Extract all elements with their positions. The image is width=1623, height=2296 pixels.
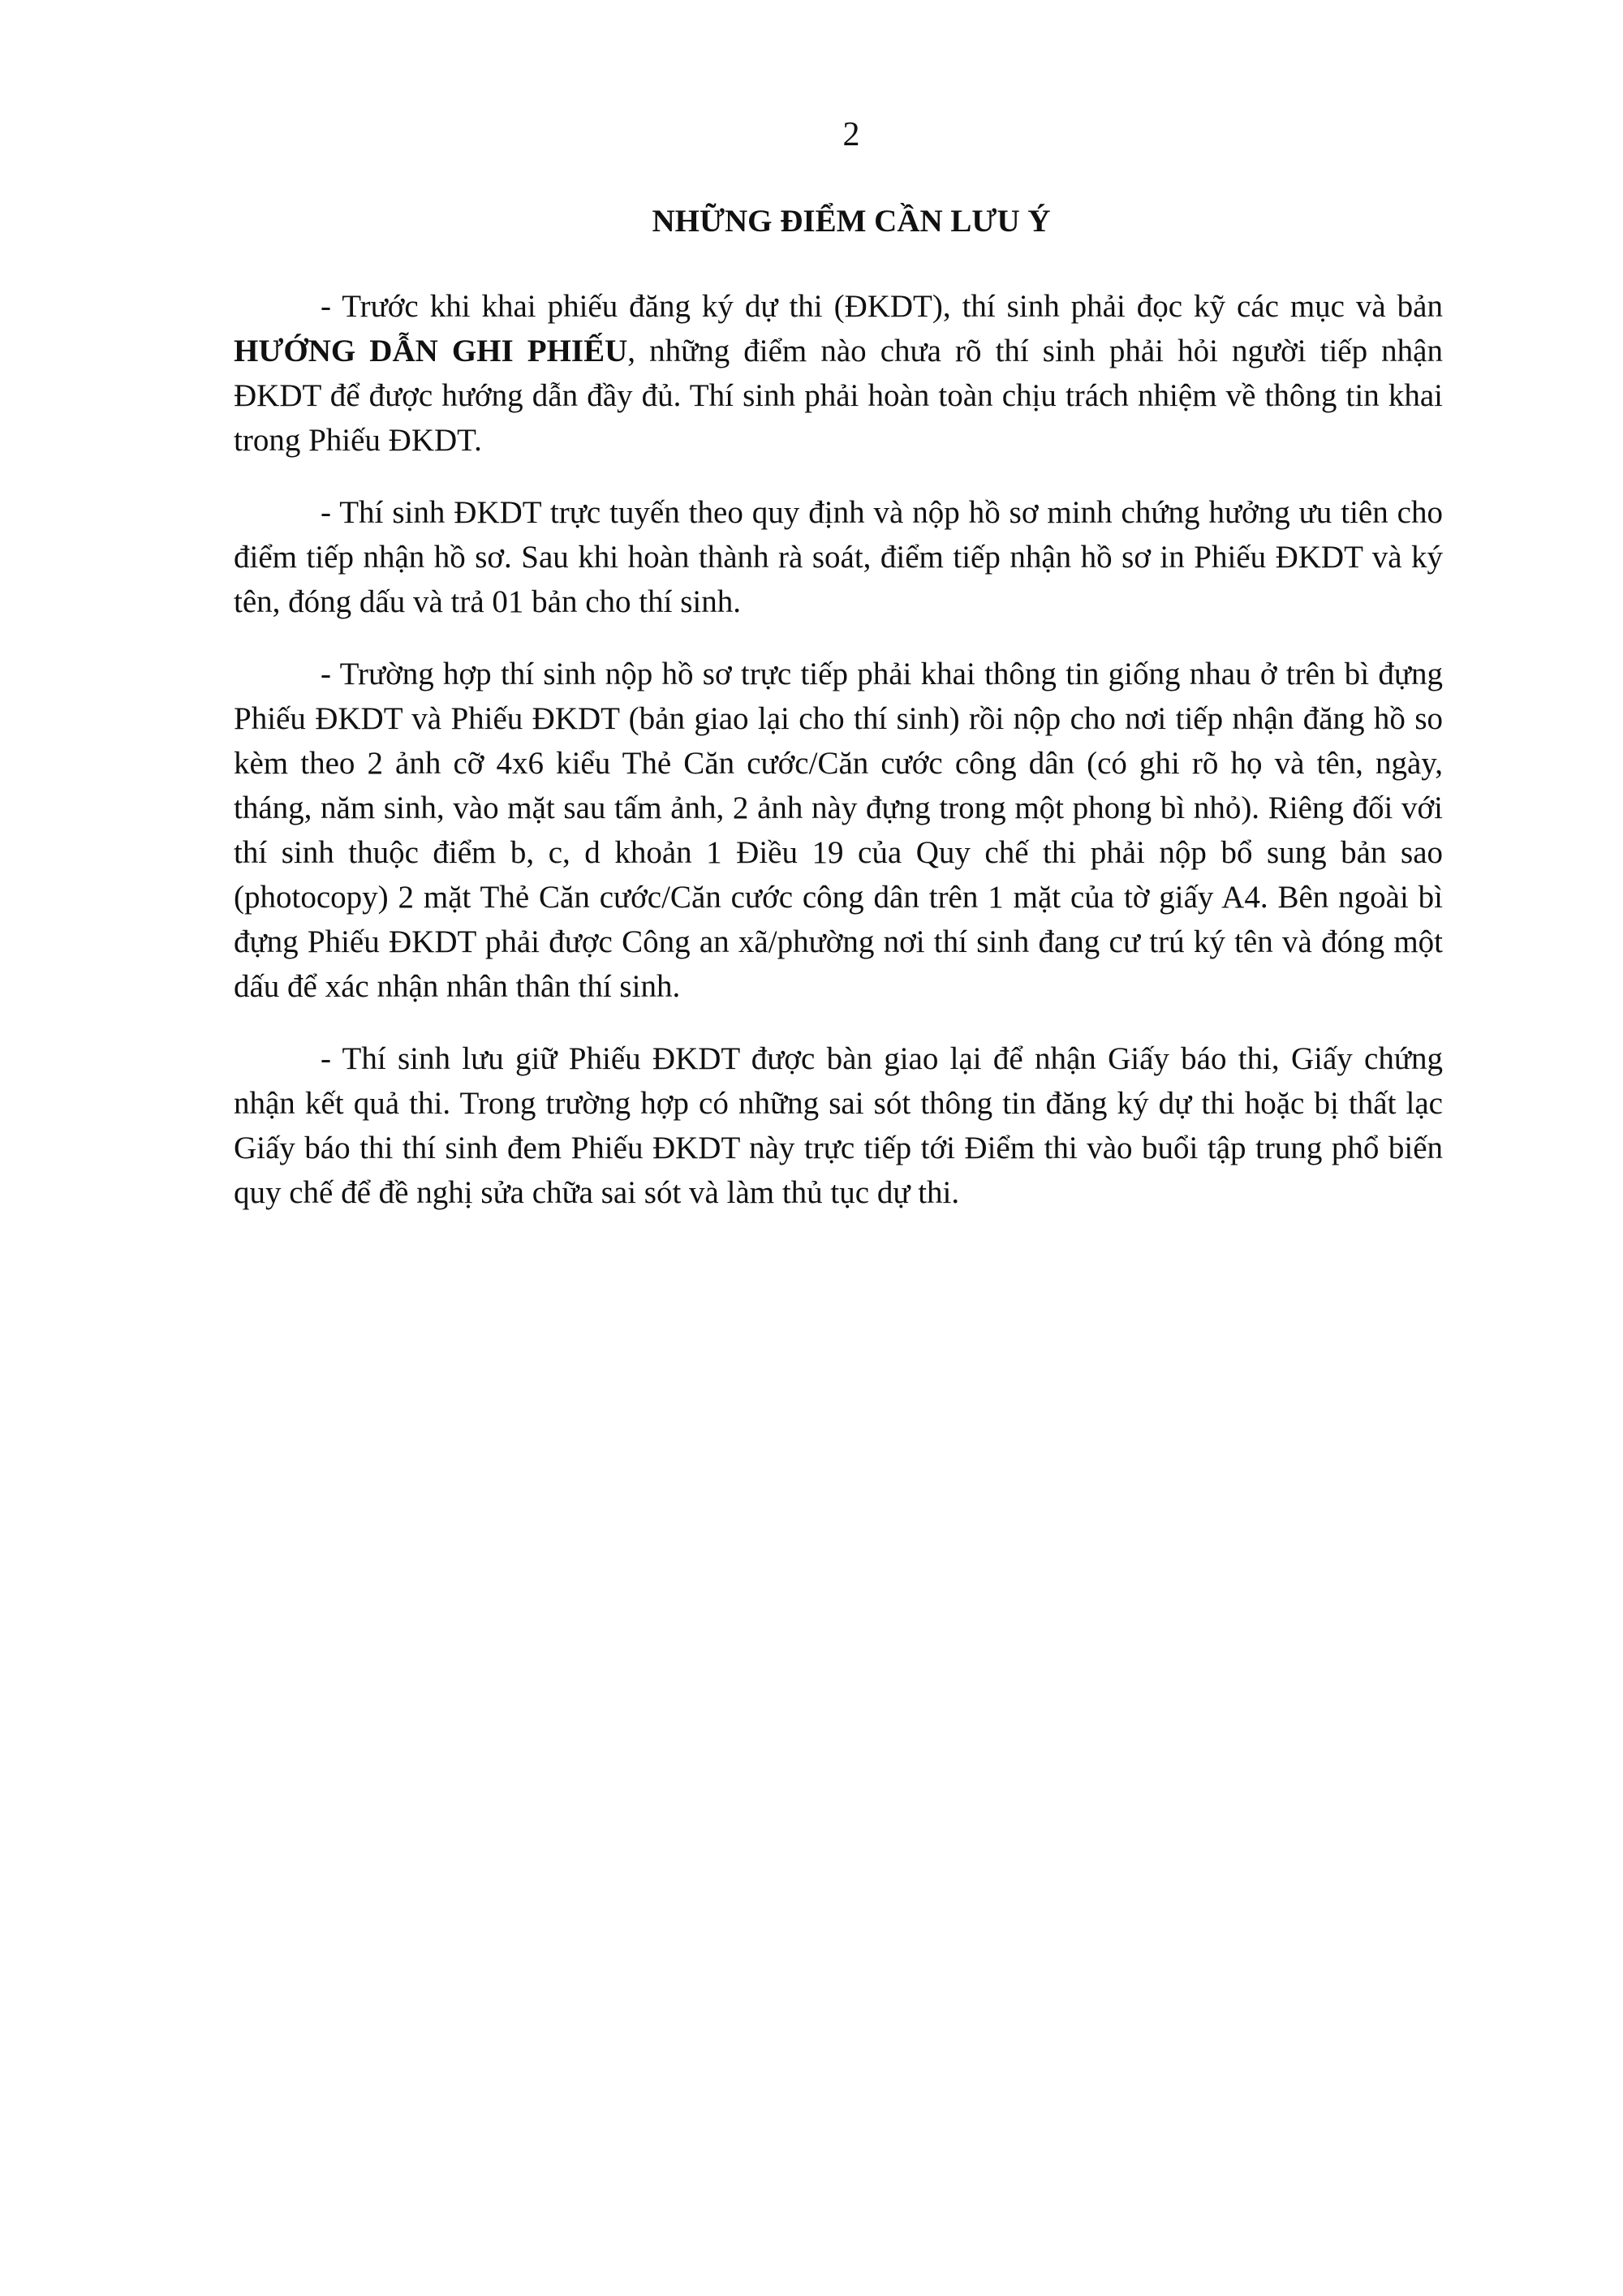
page-number: 2 xyxy=(842,116,860,153)
note-paragraph-1-highlight: HƯỚNG DẪN GHI PHIẾU xyxy=(234,334,628,368)
note-paragraph-3: - Trường hợp thí sinh nộp hồ sơ trực tiếp phải khai thông tin giống nhau ở trên bì đựng Phiếu ĐKDT và Phiếu ĐKDT (bản giao lại cho thí sinh) rồi nộp cho nơi tiếp nhận đăng hồ so kèm theo 2 ảnh cỡ 4x6 kiểu Thẻ Căn cước/Căn cước công dân (có ghi rõ họ và tên, ngày, tháng, năm sinh, vào mặt sau tấm ảnh, 2 ảnh này đựng trong một phong bì nhỏ). Riêng đối với thí sinh thuộc điểm b, c, d khoản 1 Điều 19 của Quy chế thi phải nộp bổ sung bản sao (photocopy) 2 mặt Thẻ Căn cước/Căn cước công dân trên 1 mặt của tờ giấy A4. Bên ngoài bì đựng Phiếu ĐKDT phải được Công an xã/phường nơi thí sinh đang cư trú ký tên và đóng một dấu để xác nhận nhân thân thí sinh. xyxy=(234,657,1443,1004)
note-paragraph-2: - Thí sinh ĐKDT trực tuyến theo quy định và nộp hồ sơ minh chứng hưởng ưu tiên cho điểm tiếp nhận hồ sơ. Sau khi hoàn thành rà soát, điểm tiếp nhận hồ sơ in Phiếu ĐKDT và ký tên, đóng dấu và trả 01 bản cho thí sinh. xyxy=(234,495,1443,619)
notes-content xyxy=(234,284,1443,1243)
note-paragraph-1-intro: - Trước khi khai phiếu đăng ký dự thi (ĐKDT), thí sinh phải đọc kỹ các mục và bản xyxy=(321,289,1443,324)
note-paragraph-1-rest: , những điểm nào chưa rõ thí sinh phải hỏi người tiếp nhận ĐKDT để được hướng dẫn đầy đủ. Thí sinh phải hoàn toàn chịu trách nhiệm về thông tin khai trong Phiếu ĐKDT. xyxy=(234,334,1443,458)
note-paragraph-1 xyxy=(234,284,1443,463)
document-title: NHỮNG ĐIỂM CẦN LƯU Ý xyxy=(652,204,1051,239)
note-paragraph-4: - Thí sinh lưu giữ Phiếu ĐKDT được bàn giao lại để nhận Giấy báo thi, Giấy chứng nhận kết quả thi. Trong trường hợp có những sai sót thông tin đăng ký dự thi hoặc bị thất lạc Giấy báo thi thí sinh đem Phiếu ĐKDT này trực tiếp tới Điểm thi vào buổi tập trung phổ biến quy chế để đề nghị sửa chữa sai sót và làm thủ tục dự thi. xyxy=(234,1041,1443,1210)
